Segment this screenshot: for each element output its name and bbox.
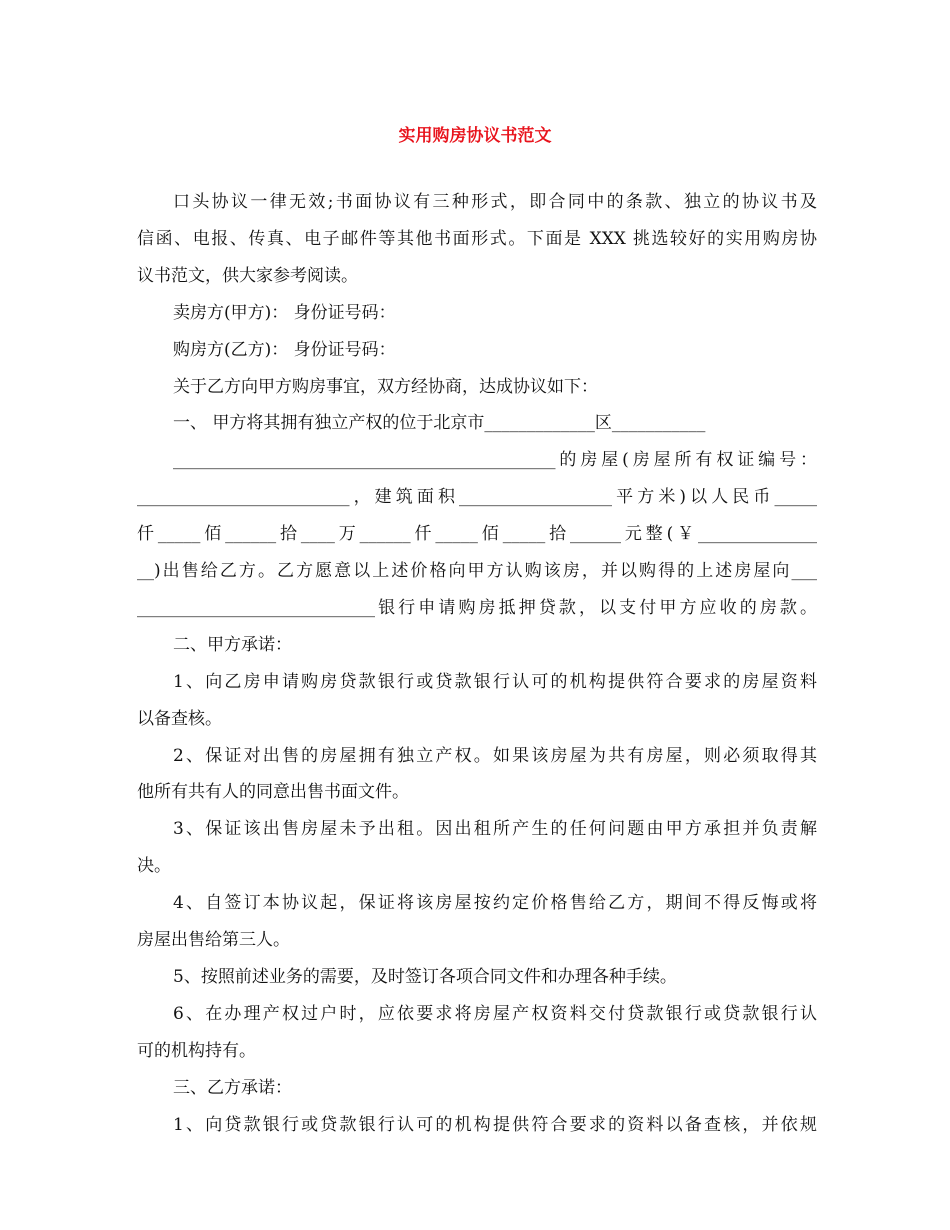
body-line: 决。 xyxy=(137,856,171,876)
body-line: 可的机构持有。 xyxy=(137,1041,256,1061)
body-line: 三、乙方承诺： xyxy=(173,1078,292,1098)
body-line: 4、自签订本协议起，保证将该房屋按约定价格售给乙方，期间不得反悔或将 xyxy=(173,893,817,913)
body-line: 信函、电报、传真、电子邮件等其他书面形式。下面是 XXX 挑选较好的实用购房协 xyxy=(137,229,817,249)
body-line: _____________________________________________的房屋(房屋所有权证编号： xyxy=(173,450,817,470)
body-line: 1、向贷款银行或贷款银行认可的机构提供符合要求的资料以备查核，并依规 xyxy=(173,1115,817,1135)
body-line: _________________________，建筑面积__________________平方米)以人民币_____ xyxy=(137,487,817,507)
body-line: 议书范文，供大家参考阅读。 xyxy=(137,266,358,286)
body-line: 二、甲方承诺： xyxy=(173,635,292,655)
body-line: __)出售给乙方。乙方愿意以上述价格向甲方认购该房，并以购得的上述房屋向___ xyxy=(137,561,817,581)
body-line: 2、保证对出售的房屋拥有独立产权。如果该房屋为共有房屋，则必须取得其 xyxy=(173,746,817,766)
body-line: 关于乙方向甲方购房事宜，双方经协商，达成协议如下： xyxy=(173,377,598,397)
body-line: 卖房方(甲方)： 身份证号码： xyxy=(173,303,396,323)
body-line: 3、保证该出售房屋未予出租。因出租所产生的任何问题由甲方承担并负责解 xyxy=(173,819,817,839)
body-line: 他所有共有人的同意出售书面文件。 xyxy=(137,782,409,802)
body-line: 口头协议一律无效;书面协议有三种形式，即合同中的条款、独立的协议书及 xyxy=(173,192,817,212)
body-line: 5、按照前述业务的需要，及时签订各项合同文件和办理各种手续。 xyxy=(173,967,677,987)
body-line: 房屋出售给第三人。 xyxy=(137,930,290,950)
body-line: 一、 甲方将其拥有独立产权的位于北京市_____________区___________ xyxy=(173,413,706,433)
body-line: 仟_____佰______拾____万______仟_____佰_____拾______元整(￥______________ xyxy=(137,524,817,544)
body-line: 购房方(乙方)： 身份证号码： xyxy=(173,340,396,360)
document-title: 实用购房协议书范文 xyxy=(398,126,552,146)
body-line: 6、在办理产权过户时，应依要求将房屋产权资料交付贷款银行或贷款银行认 xyxy=(173,1004,817,1024)
body-line: 1、向乙房申请购房贷款银行或贷款银行认可的机构提供符合要求的房屋资料 xyxy=(173,672,817,692)
body-line: ____________________________银行申请购房抵押贷款，以支付甲方应收的房款。 xyxy=(137,598,817,618)
body-line: 以备查核。 xyxy=(137,709,222,729)
